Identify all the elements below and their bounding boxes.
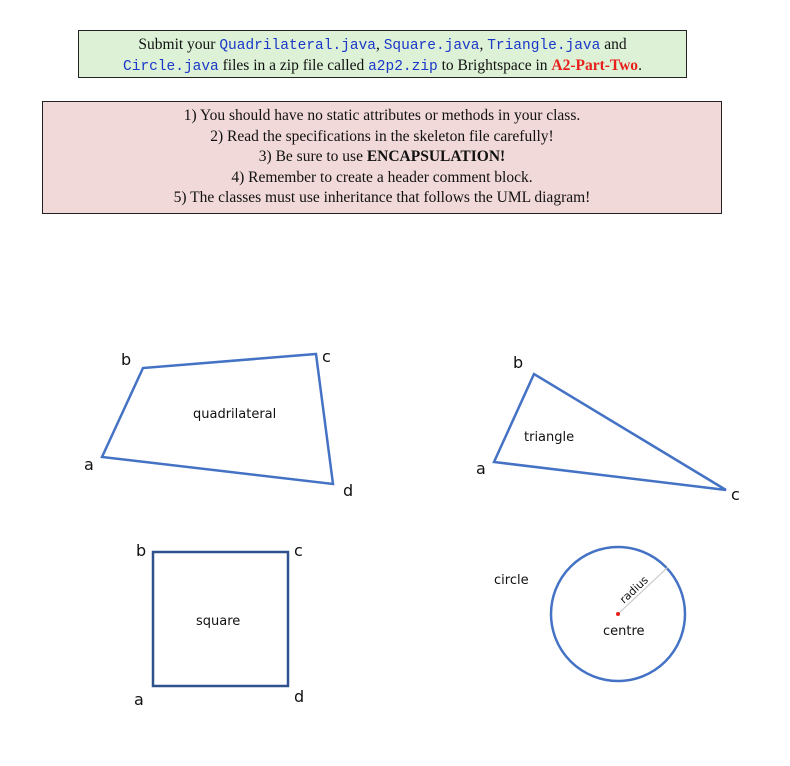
circle-label: circle [494,573,529,588]
circle-centre-label: centre [603,624,645,639]
file-quadrilateral-java: Quadrilateral.java [219,38,376,54]
quadrilateral-vertex-c: c [322,347,331,366]
triangle-vertex-b: b [513,353,524,372]
square-vertex-b: b [136,541,147,560]
square-vertex-a: a [134,690,144,709]
triangle-vertex-c: c [731,485,740,504]
triangle-label: triangle [524,430,575,445]
file-triangle-java: Triangle.java [487,38,601,54]
circle-radius-label: radius [617,573,651,607]
circle-centre-dot [616,612,620,616]
square-label: square [196,614,241,629]
separator: and [600,36,627,53]
rule-3-prefix: 3) Be sure to use [258,148,367,165]
triangle-vertex-a: a [476,459,486,478]
submit-to: to Brightspace in [437,57,552,74]
quadrilateral-vertex-a: a [84,455,94,474]
quadrilateral-vertex-b: b [121,350,132,369]
zip-filename: a2p2.zip [368,59,438,75]
separator: , [375,36,384,53]
submit-prefix: Submit your [138,36,220,53]
separator: , [479,36,488,53]
quadrilateral-label: quadrilateral [193,407,277,422]
rule-4: 4) Remember to create a header comment block. [231,168,533,186]
file-circle-java: Circle.java [123,59,219,75]
square-vertex-d: d [294,687,305,706]
file-square-java: Square.java [383,38,480,54]
quadrilateral-vertex-d: d [343,481,354,500]
submit-end: . [638,57,642,74]
square-vertex-c: c [294,541,303,560]
rule-1: 1) You should have no static attributes or methods in your class. [183,107,581,124]
submit-mid: files in a zip file called [218,57,369,74]
rule-5: 5) The classes must use inheritance that follows the UML diagram! [173,189,591,206]
rule-3-emphasis: ENCAPSULATION! [366,148,506,165]
submission-destination: A2-Part-Two [551,57,639,74]
rule-2: 2) Read the specifications in the skeleton file carefully! [210,127,554,145]
